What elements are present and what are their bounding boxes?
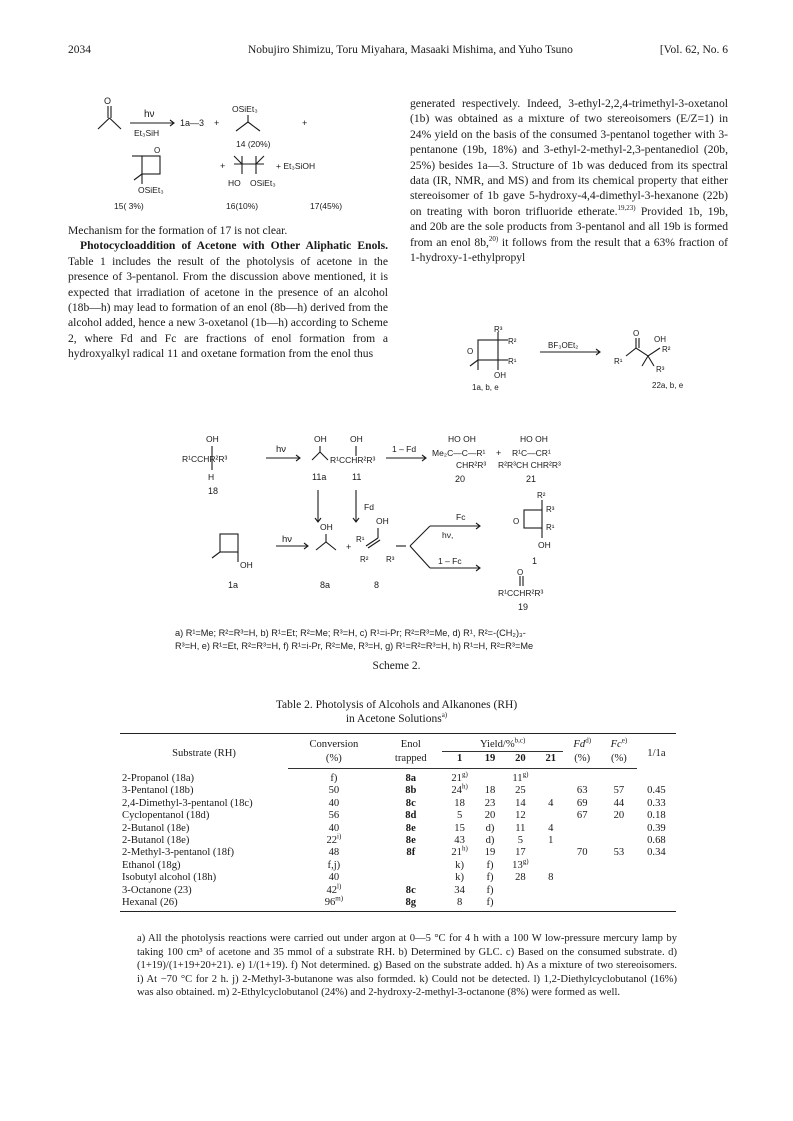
- column-header-y20: 20: [503, 752, 538, 769]
- column-header-fc: Fc$^{e)}$: [610, 736, 628, 751]
- compound-19-label: 19: [518, 602, 529, 612]
- table-cell-fc: [601, 860, 637, 872]
- table-cell-y19: d): [485, 822, 495, 834]
- one-minus-fc-label: 1 – Fc: [438, 556, 462, 566]
- table-cell-fd: [563, 885, 601, 897]
- table-cell-conv: 40: [328, 822, 340, 834]
- table-cell-conv: 96$^{m)}$: [288, 897, 380, 912]
- table-cell-y21: [538, 897, 563, 912]
- hv-label: hν: [144, 109, 155, 120]
- h-label: H: [208, 472, 215, 482]
- chr2r3-label: CHR²R³: [456, 460, 487, 470]
- compound-8-label: 8: [374, 580, 380, 590]
- table-caption: [0, 698, 793, 726]
- column-header-yield: Yield/%$^{b,c)}$: [442, 734, 564, 752]
- oh-label: OH: [206, 434, 219, 444]
- plus-sign: +: [496, 448, 502, 458]
- compound-1-label: 1: [532, 556, 538, 566]
- scheme-substituent-definitions: [175, 627, 725, 653]
- oh-label: OH: [320, 522, 333, 532]
- table-row: [120, 823, 676, 835]
- table-cell-y20: 5: [517, 835, 524, 847]
- table-cell-fd: 69: [576, 797, 588, 809]
- section-heading: Photocycloaddition of Acetone with Other Aliphatic Enols.: [80, 239, 388, 253]
- table-cell-sub: 2-Butanol (18e): [122, 835, 190, 847]
- table-cell-r: [637, 860, 676, 872]
- ose-label: OSiEt₃: [232, 104, 258, 114]
- table-cell-fd: 70: [576, 847, 588, 859]
- column-header-y1: 1: [442, 752, 477, 769]
- table-cell-enol: 8e: [405, 822, 416, 834]
- oh-label: OH: [654, 335, 666, 344]
- one-minus-fd-label: 1 – Fd: [392, 444, 417, 454]
- bf3-reaction-scheme: [440, 326, 730, 396]
- table-row: [120, 785, 676, 797]
- table-row: [120, 885, 676, 897]
- footnote-marker: m): [335, 894, 344, 903]
- table-cell-y19: 19: [484, 847, 496, 859]
- table-cell-fc: [601, 897, 637, 912]
- table-cell-conv: 40: [328, 872, 340, 884]
- column-header-substrate: Substrate (RH): [172, 747, 236, 759]
- plus-sign: +: [220, 161, 226, 171]
- running-authors: Nobujiro Shimizu, Toru Miyahara, Masaaki Mishima, and Yuho Tsuno: [248, 44, 573, 56]
- footnote-marker: i): [337, 832, 342, 841]
- table-cell-conv: 42$^{l)}$: [326, 882, 342, 896]
- r3-label: R³: [494, 326, 503, 334]
- ho-oh-label: HO OH: [448, 434, 476, 444]
- table-subtitle: in Acetone Solutions$^{a)}$: [345, 711, 448, 725]
- o-label: O: [513, 517, 520, 526]
- table-cell-y21: [538, 769, 563, 786]
- table-cell-y1: 21$^{h)}$: [451, 844, 468, 859]
- compound-20-label: 20: [455, 474, 466, 484]
- page-number: 2034: [68, 44, 91, 56]
- column-header-fd: Fd$^{d)}$: [573, 736, 592, 751]
- table-cell-enol: [380, 872, 442, 884]
- definition-line: a) R¹=Me; R²=R³=H, b) R¹=Et; R²=Me; R³=H, c) R¹=i-Pr; R²=R³=Me, d) R¹, R²=-(CH₂)₃-: [175, 628, 526, 638]
- column-header-conversion-unit: (%): [288, 752, 380, 769]
- table-cell-y19: f): [486, 859, 494, 871]
- column-header-ratio: 1/1a: [647, 747, 666, 759]
- ketone-19: R¹CCHR²R³: [498, 588, 544, 598]
- table-cell-y21: 4: [548, 797, 554, 809]
- paragraph-text: generated respectively. Indeed, 3-ethyl-2,2,4-trimethyl-3-oxetanol (1b) was obtained as a mixture of two stereoisomers (E/Z=1) in 24% yield on the basis of the consumed 3-pentanol together with 3-pentanone (19b, 18%) and 3-ethyl-2-methyl-2,3-pentanediol (20b, 25%) besides 1a—3. Structure of 1b was deduced from its spectral data (IR, NMR, and MS) and from its chemical property that either stereoisomer of 1b gave 5-hydroxy-4,4-dimethyl-3-hexanone (22b) on treating with boron trifluoride etherate.: [410, 97, 728, 218]
- table-cell-fc: [601, 769, 637, 786]
- compound-11-label: 11: [352, 472, 362, 482]
- paragraph: [68, 238, 388, 361]
- column-header-fc-unit: (%): [601, 752, 637, 769]
- substrate-18: R¹CCHR²R³: [182, 454, 228, 464]
- table-cell-y21: [538, 785, 563, 797]
- compound-21-label: 21: [526, 474, 537, 484]
- table-cell-enol: 8c: [405, 884, 416, 896]
- page-header: [68, 44, 728, 60]
- paragraph: [410, 96, 728, 265]
- table-cell-y1: 15: [454, 822, 465, 834]
- hv-label: hν: [276, 444, 287, 455]
- bf3-reagent-label: BF₃OEt₂: [548, 341, 579, 350]
- table-row: [120, 798, 676, 810]
- top-reaction-scheme: [68, 96, 398, 218]
- table-cell-conv: 22$^{i)}$: [326, 832, 342, 847]
- table-cell-y19: [477, 769, 502, 786]
- table-cell-y20: [503, 897, 538, 912]
- table-title: Table 2. Photolysis of Alcohols and Alkanones (RH): [275, 699, 518, 711]
- table-cell-r: 0.18: [647, 810, 666, 822]
- paragraph: Mechanism for the formation of 17 is not clear.: [68, 224, 288, 237]
- table-cell-fd: [563, 835, 601, 847]
- table-cell-y20: 25: [515, 785, 526, 797]
- table-cell-y1: k): [455, 872, 464, 884]
- table-cell-r: 0.39: [647, 822, 666, 834]
- table-cell-y20: 13$^{g)}$: [512, 857, 529, 871]
- r2-label: R²: [537, 491, 546, 500]
- table-cell-fd: [563, 872, 601, 884]
- table-cell-sub: Isobutyl alcohol (18h): [122, 872, 217, 884]
- table-cell-enol: [380, 860, 442, 872]
- table-cell-r: 0.45: [647, 785, 666, 797]
- compound-22-label: 22a, b, e: [652, 381, 684, 390]
- reference-marker: 19,23): [617, 203, 636, 212]
- table-cell-r: [637, 872, 676, 884]
- footnote-marker: a): [441, 711, 448, 720]
- scheme-caption: Scheme 2.: [372, 660, 421, 672]
- hv-label: hν: [282, 534, 293, 545]
- table-cell-fc: 57: [613, 785, 625, 797]
- table-cell-y21: 4: [548, 822, 554, 834]
- compound-8a-label: 8a: [320, 580, 331, 590]
- p21-bot-label: R²R³CH CHR²R³: [498, 460, 561, 470]
- column-header-y21: 21: [538, 752, 563, 769]
- o-label: O: [467, 347, 474, 356]
- r1-label: R¹: [356, 535, 365, 544]
- o-label: O: [104, 96, 112, 106]
- compound-18-label: 18: [208, 486, 219, 496]
- table-row: [120, 769, 676, 786]
- footnote-marker: g): [522, 770, 529, 779]
- table-cell-r: 0.33: [647, 797, 666, 809]
- table-cell-sub: 2-Methyl-3-pentanol (18f): [122, 847, 235, 859]
- table-cell-fc: 20: [613, 810, 625, 822]
- table-cell-y1: 5: [456, 810, 463, 822]
- r1-label: R¹: [508, 357, 517, 366]
- r1-label: R¹: [546, 523, 555, 532]
- table-cell-y21: [538, 810, 563, 822]
- products-label: 1a—3: [180, 118, 205, 128]
- table-cell-y1: 18: [454, 797, 465, 809]
- oh-label: OH: [538, 540, 551, 550]
- table-cell-enol: 8a: [405, 773, 417, 784]
- column-header-enol: Enol: [400, 739, 421, 751]
- compound-1a-label: 1a: [228, 580, 239, 590]
- oh-label: OH: [376, 516, 389, 526]
- table-cell-y21: 1: [548, 835, 554, 847]
- o-label: O: [633, 329, 640, 338]
- compound-17-label: 17(45%): [310, 201, 343, 211]
- reagent-label: Et₃SiH: [134, 128, 160, 138]
- r1-label: R¹: [614, 357, 623, 366]
- table-cell-y20: 11$^{g)}$: [512, 770, 529, 784]
- table-cell-y1: 43: [454, 835, 465, 847]
- table-cell-r: [637, 769, 676, 786]
- table-cell-y19: f): [486, 872, 494, 884]
- plus-sign: +: [214, 118, 220, 128]
- column-header-fd-unit: (%): [563, 752, 601, 769]
- r2-label: R²: [360, 555, 369, 564]
- definition-line: R³=H, e) R¹=Et, R²=R³=H, f) R¹=i-Pr, R²=Me, R³=H, g) R¹=R²=R³=H, h) R¹=H, R²=R³=Me: [175, 641, 534, 651]
- hv-acetone-label: hν,: [442, 530, 454, 540]
- table-cell-r: [637, 897, 676, 912]
- table-cell-fc: [601, 835, 637, 847]
- table-cell-y20: 14: [515, 797, 526, 809]
- table-cell-y21: 8: [548, 872, 554, 884]
- footnote-marker: h): [461, 844, 468, 853]
- table-cell-y1: 34: [454, 884, 465, 896]
- table-cell-enol: 8e: [405, 835, 416, 847]
- radical-11: R¹CCHR²R³: [330, 455, 376, 465]
- table-cell-sub: 2-Butanol (18e): [122, 822, 190, 834]
- column-header-conversion: Conversion: [309, 739, 359, 751]
- table-cell-fd: 67: [576, 810, 588, 822]
- plus-sign: +: [346, 542, 352, 552]
- table-cell-conv: f,j): [327, 859, 341, 871]
- table-cell-conv: f): [330, 773, 338, 784]
- fd-label: Fd: [364, 502, 374, 512]
- footnote-marker: h): [461, 782, 468, 791]
- results-table: [120, 733, 676, 912]
- table-cell-y20: 12: [515, 810, 526, 822]
- oh-label: OH: [314, 434, 327, 444]
- table-cell-y21: [538, 860, 563, 872]
- o-label: O: [154, 146, 161, 155]
- ho-label: HO: [228, 178, 241, 188]
- table-cell-y20: 17: [515, 847, 526, 859]
- table-cell-y20: 11: [515, 822, 526, 834]
- table-cell-fd: [563, 769, 601, 786]
- volume-label: [Vol. 62, No. 6: [659, 44, 728, 56]
- ose-label: OSiEt₃: [250, 178, 276, 188]
- table-row: [120, 872, 676, 884]
- footnote-marker: g): [522, 857, 529, 866]
- table-cell-y1: 21$^{g)}$: [451, 770, 468, 784]
- table-cell-fc: [601, 823, 637, 835]
- table-cell-sub: 2-Propanol (18a): [122, 772, 195, 784]
- footnote-marker: l): [337, 882, 342, 891]
- table-cell-conv: 56: [328, 810, 340, 822]
- column-header-y19: 19: [477, 752, 502, 769]
- table-cell-y21: [538, 885, 563, 897]
- table-cell-y19: f): [477, 897, 502, 912]
- table-cell-fd: [563, 897, 601, 912]
- p21-mid-label: R¹C—CR¹: [512, 448, 551, 458]
- table-cell-enol: 8d: [405, 810, 417, 822]
- table-cell-conv: 40: [328, 797, 340, 809]
- table-row: [120, 835, 676, 847]
- paragraph-text: it follows from the result that a 63% fraction of 1-hydroxy-1-ethylpropyl: [410, 235, 728, 265]
- me2c-label: Me₂C—C—R¹: [432, 448, 486, 458]
- table-row: [120, 897, 676, 912]
- table-cell-fc: 53: [613, 847, 625, 859]
- table-cell-sub: 3-Octanone (23): [122, 884, 192, 896]
- table-cell-enol: 8g: [380, 897, 442, 912]
- table-cell-sub: Ethanol (18g): [122, 859, 181, 871]
- r3-label: R³: [656, 365, 665, 374]
- table-cell-fd: 63: [576, 785, 588, 797]
- oh-label: OH: [494, 371, 506, 380]
- table-cell-y19: d): [485, 835, 495, 847]
- table-cell-r: 0.68: [647, 835, 666, 847]
- oh-label: OH: [240, 560, 253, 570]
- table-row: [120, 810, 676, 822]
- compound-11a-label: 11a: [312, 472, 327, 482]
- table-cell-y19: 18: [484, 785, 496, 797]
- table-cell-y1: 8: [442, 897, 477, 912]
- et3sioh-label: + Et₃SiOH: [276, 161, 316, 171]
- table-cell-fd: [563, 823, 601, 835]
- compound-15-label: 15( 3%): [114, 201, 144, 211]
- table-cell-y19: 20: [484, 810, 496, 822]
- table-cell-y20: 28: [515, 872, 526, 884]
- left-column-text: [68, 223, 388, 362]
- r3-label: R³: [386, 555, 395, 564]
- table-cell-y1: 24$^{h)}$: [451, 782, 468, 797]
- table-cell-fd: [563, 860, 601, 872]
- table-cell-fc: [601, 885, 637, 897]
- oh-label: OH: [350, 434, 363, 444]
- table-cell-sub: Cyclopentanol (18d): [122, 810, 210, 822]
- compound-16-label: 16(10%): [226, 201, 259, 211]
- table-cell-sub: 2,4-Dimethyl-3-pentanol (18c): [122, 797, 253, 809]
- column-header-enol-trapped: trapped: [380, 752, 442, 769]
- table-row: [120, 860, 676, 872]
- fc-label: Fc: [456, 512, 466, 522]
- compound-14-label: 14 (20%): [236, 139, 271, 149]
- table-cell-y21: [538, 847, 563, 859]
- table-cell-sub: 3-Pentanol (18b): [122, 785, 194, 797]
- paragraph-text: Provided 1b, 19b, and 20b are the sole products from 3-pentanol and all 19b is formed from an enol 8b,: [410, 204, 728, 249]
- r3-label: R³: [546, 505, 555, 514]
- p21-top-label: HO OH: [520, 434, 548, 444]
- table-cell-y1: k): [455, 859, 464, 871]
- table-cell-conv: 48: [328, 847, 340, 859]
- table-cell-enol: 8b: [405, 785, 417, 797]
- scheme-2-diagram: [180, 430, 640, 620]
- r2-label: R²: [508, 337, 517, 346]
- paragraph-text: Table 1 includes the result of the photolysis of acetone in the presence of 3-pentanol. From the discussion above mentioned, it is expected that irradiation of acetone in the presence of an alcohol (18b—h) may lead to formation of an enol (8b—h) derived from the alcohol added, hence a new 3-oxetanol (1b—h) according to Scheme 2, where Fd and Fc are fractions of enol formation from a hydroxyalkyl radical 11 and oxetane formation from the enol thus: [68, 254, 388, 361]
- table-cell-y19: 23: [484, 797, 496, 809]
- table-cell-enol: 8f: [406, 847, 416, 859]
- table-cell-y19: f): [486, 884, 494, 896]
- compound-1-label: 1a, b, e: [472, 383, 499, 392]
- ose-label: OSiEt₃: [138, 185, 164, 195]
- table-cell-enol: 8c: [405, 797, 416, 809]
- table-cell-sub: Hexanal (26): [120, 897, 288, 912]
- table-row: [120, 847, 676, 859]
- reference-marker: 20): [488, 234, 499, 243]
- o-label: O: [517, 568, 524, 577]
- table-cell-r: [637, 885, 676, 897]
- right-column-text: [410, 96, 728, 265]
- r2-label: R²: [662, 345, 671, 354]
- table-footnotes: a) All the photolysis reactions were carried out under argon at 0—5 °C for 4 h with a 100 W low-pressure mercury lamp by taking 100 cm³ of acetone and 35 mmol of a substrate RH. b) Determined by GLC. c) Based on the consumed substrate. d) (1+19)/(1+19+20+21). e) 1/(1+19). f) Not determined. g) Based on the substrate added. h) As a mixture of two stereoisomers. i) At −70 °C for 2 h. j) 2-Methyl-3-butanone was also formded. k) Could not be detected. l) 1,2-Diethylcyclobutanol (16%) was also obtained. m) 2-Ethylcyclobutanol (24%) and 2-hydroxy-2-methyl-3-octanone (8%) were formed as well.: [137, 933, 677, 999]
- table-cell-fc: 44: [613, 797, 625, 809]
- table-cell-y20: [503, 885, 538, 897]
- table-cell-conv: 50: [328, 785, 340, 797]
- table-cell-r: 0.34: [647, 847, 666, 859]
- table-cell-fc: [601, 872, 637, 884]
- plus-sign: +: [302, 118, 308, 128]
- footnote-marker: g): [461, 770, 468, 779]
